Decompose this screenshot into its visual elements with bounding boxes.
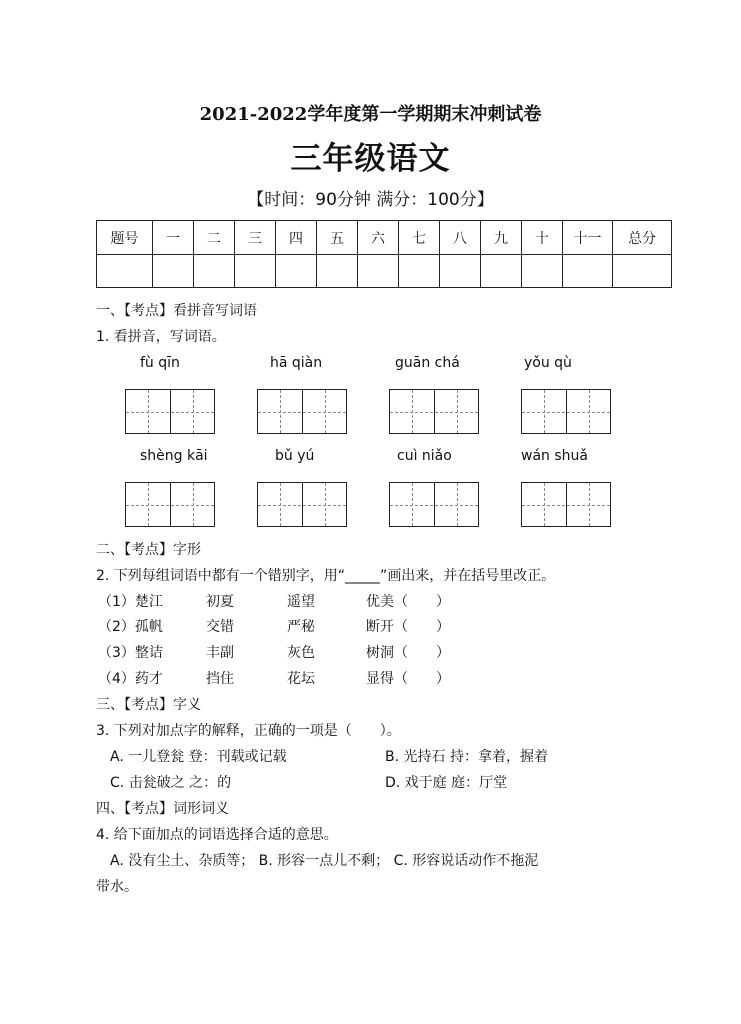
score-table (96, 220, 672, 288)
question1-text: 1. 看拼音，写词语。 (96, 329, 226, 345)
writing-grid[interactable] (257, 482, 347, 527)
word-item: （3）整诘 (98, 645, 163, 661)
pinyin-label: cuì niǎo (397, 448, 452, 464)
pinyin-label: yǒu qù (524, 355, 572, 371)
table-header-cell: 一 (153, 221, 194, 255)
question2-text: 2. 下列每组词语中都有一个错别字，用“_____”画出来，并在括号里改正。 (96, 568, 556, 584)
table-header-cell: 五 (317, 221, 358, 255)
score-cell[interactable] (317, 255, 358, 288)
score-cell[interactable] (563, 255, 613, 288)
section3-heading: 三、【考点】字义 (96, 697, 201, 713)
score-cell[interactable] (153, 255, 194, 288)
writing-grid[interactable] (257, 389, 347, 434)
option-b[interactable]: B. 光持石 持：拿着，握着 (385, 749, 548, 765)
table-score-row (97, 255, 672, 288)
word-item: 断开（ ） (366, 619, 450, 635)
section2-heading: 二、【考点】字形 (96, 542, 201, 558)
word-item: 挡住 (206, 671, 234, 687)
pinyin-label: bǔ yú (275, 448, 315, 464)
word-item: （1）楚江 (98, 594, 163, 610)
word-item: （4）药才 (98, 671, 163, 687)
exam-title: 2021-2022学年度第一学期期末冲刺试卷 (199, 104, 542, 125)
score-cell[interactable] (399, 255, 440, 288)
word-item: 丰副 (206, 645, 234, 661)
table-header-cell: 总分 (613, 221, 672, 255)
table-header-cell: 三 (235, 221, 276, 255)
question3-text: 3. 下列对加点字的解释，正确的一项是（ ）。 (96, 723, 401, 739)
score-cell[interactable] (481, 255, 522, 288)
pinyin-label: fù qīn (140, 355, 180, 371)
writing-grid[interactable] (521, 482, 611, 527)
writing-grid[interactable] (389, 389, 479, 434)
meaning-options-continued: 带水。 (96, 879, 138, 895)
word-item: 花坛 (287, 671, 315, 687)
meaning-options: A. 没有尘土、杂质等； B. 形容一点儿不剩； C. 形容说话动作不拖泥 (110, 853, 539, 869)
word-item: （2）孤帆 (98, 619, 163, 635)
table-header-row (97, 221, 672, 255)
question4-text: 4. 给下面加点的词语选择合适的意思。 (96, 827, 338, 843)
pinyin-label: guān chá (395, 355, 460, 371)
option-a[interactable]: A. 一儿登瓮 登：刊载或记载 (110, 749, 287, 765)
word-item: 显得（ ） (366, 671, 450, 687)
writing-grid[interactable] (389, 482, 479, 527)
word-item: 遥望 (287, 594, 315, 610)
table-header-cell: 九 (481, 221, 522, 255)
section4-heading: 四、【考点】词形词义 (96, 801, 229, 817)
option-d[interactable]: D. 戏于庭 庭：厅堂 (385, 775, 508, 791)
score-cell[interactable] (97, 255, 153, 288)
table-header-cell: 八 (440, 221, 481, 255)
score-cell[interactable] (358, 255, 399, 288)
writing-grid[interactable] (125, 482, 215, 527)
word-item: 树洞（ ） (366, 645, 450, 661)
writing-grid[interactable] (521, 389, 611, 434)
score-cell[interactable] (276, 255, 317, 288)
table-header-cell: 二 (194, 221, 235, 255)
table-header-cell: 十一 (563, 221, 613, 255)
score-cell[interactable] (440, 255, 481, 288)
section1-heading: 一、【考点】看拼音写词语 (96, 303, 257, 319)
pinyin-label: hā qiàn (270, 355, 323, 371)
score-cell[interactable] (235, 255, 276, 288)
table-header-cell: 七 (399, 221, 440, 255)
time-score-info: 【时间：90分钟 满分：100分】 (247, 190, 494, 210)
word-item: 初夏 (206, 594, 234, 610)
score-cell[interactable] (522, 255, 563, 288)
subject-title: 三年级语文 (290, 141, 451, 177)
writing-grid[interactable] (125, 389, 215, 434)
pinyin-label: wán shuǎ (521, 448, 588, 464)
table-header-cell: 六 (358, 221, 399, 255)
score-cell[interactable] (613, 255, 672, 288)
table-header-cell: 题号 (97, 221, 153, 255)
table-header-cell: 四 (276, 221, 317, 255)
word-item: 优美（ ） (366, 594, 450, 610)
option-c[interactable]: C. 击瓮破之 之：的 (110, 775, 232, 791)
score-cell[interactable] (194, 255, 235, 288)
table-header-cell: 十 (522, 221, 563, 255)
word-item: 灰色 (287, 645, 315, 661)
word-item: 严秘 (287, 619, 315, 635)
word-item: 交错 (206, 619, 234, 635)
pinyin-label: shèng kāi (140, 448, 208, 464)
